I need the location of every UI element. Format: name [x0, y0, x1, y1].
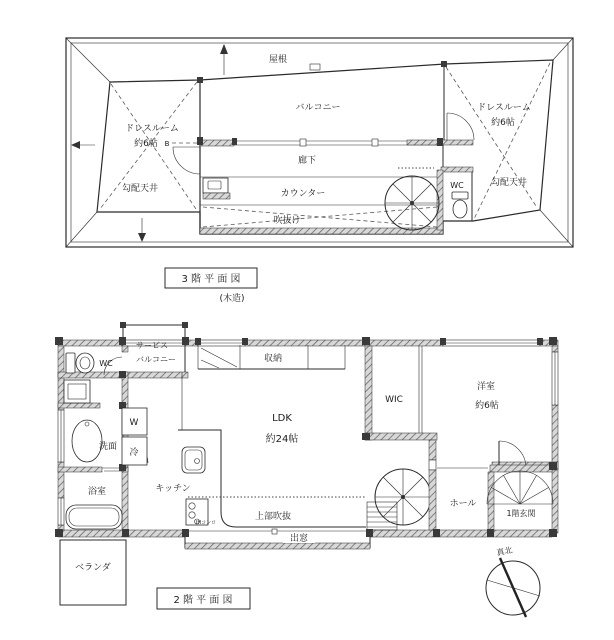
toilet-icon-3f — [452, 192, 468, 218]
void-label: 吹抜け — [273, 216, 301, 226]
washer-label: W — [129, 418, 139, 428]
wc-label-3f: WC — [450, 181, 464, 190]
dressroom-right-label: ドレスルーム — [477, 103, 531, 113]
vanity-sink-icon — [72, 420, 102, 462]
western-room-label: 洋室 — [476, 382, 496, 392]
dressroom-left-label: ドレスルーム — [125, 124, 179, 134]
entrance-label: 1階玄関 — [506, 509, 536, 518]
sloped-ceiling-right-label: 勾配天井 — [490, 178, 528, 188]
wc-room-2f — [66, 353, 113, 373]
compass-north-label: 真北 — [495, 545, 514, 558]
western-room — [475, 380, 558, 470]
wc-room-3f — [437, 167, 473, 230]
storage-label: 収納 — [263, 354, 283, 364]
ldk-wic-wall — [365, 346, 372, 440]
ldk-size-label: 約24帖 — [265, 434, 299, 445]
spiral-staircase-2f — [375, 469, 431, 525]
floor3-plan — [66, 38, 573, 304]
counter-label: カウンター — [280, 189, 326, 199]
roof-label: 屋根 — [268, 55, 288, 65]
floor2-title-block — [157, 588, 250, 609]
floor3-title-block — [165, 268, 257, 304]
floor3-subtitle: (木造) — [219, 294, 245, 304]
bay-window — [185, 529, 370, 549]
floor2-title: 2 階 平 面 図 — [173, 595, 233, 606]
toilet-icon-2f — [66, 353, 94, 373]
wic-label: WIC — [385, 395, 403, 405]
floor3-title: 3 階 平 面 図 — [181, 274, 241, 285]
hall — [437, 468, 488, 509]
dressroom-right-size: 約6帖 — [491, 118, 515, 128]
ldk-label: LDK — [272, 413, 292, 424]
kitchen — [155, 372, 366, 527]
closet-box — [64, 380, 90, 403]
sloped-ceiling-left-label: 勾配天井 — [121, 184, 159, 194]
upper-void — [188, 497, 366, 522]
corridor-label: 廊下 — [297, 156, 317, 166]
ih-cooktop-label: IHコンロ — [195, 520, 217, 526]
staircase-2f — [367, 440, 436, 530]
kitchen-label: キッチン — [155, 484, 191, 494]
bay-window-label: 出窓 — [289, 534, 309, 544]
washroom — [72, 420, 117, 462]
veranda — [60, 540, 126, 605]
compass — [486, 545, 540, 617]
veranda-label: ベランダ — [75, 563, 111, 573]
hall-label: ホール — [449, 499, 477, 509]
wic-room — [365, 346, 437, 440]
upper-void-label: 上部吹抜 — [254, 512, 292, 522]
service-balcony-label-2: バルコニー — [136, 355, 176, 364]
counter-desk-icon — [203, 178, 230, 199]
ih-cooktop-icon — [186, 499, 216, 526]
washer-box — [122, 408, 147, 435]
bathroom-label: 浴室 — [87, 487, 107, 497]
kitchen-sink-icon — [182, 447, 205, 473]
washroom-label: 洗面 — [98, 442, 118, 452]
balcony-label: バルコニー — [295, 103, 341, 113]
bathtub-icon — [66, 505, 122, 529]
service-balcony — [120, 322, 188, 377]
fridge-label: 冷 — [129, 448, 139, 458]
western-room-size: 約6帖 — [475, 401, 499, 411]
floor2-plan — [55, 322, 558, 609]
section-mark-b: B — [164, 140, 170, 148]
entrance-1f — [487, 465, 553, 530]
storage-closet — [198, 345, 345, 369]
bathroom — [66, 485, 122, 529]
service-balcony-label-1: サービス — [136, 341, 168, 350]
wc-label-2f: WC — [99, 359, 113, 368]
dressroom-left-size: 約6帖 — [134, 139, 158, 149]
fridge-box — [122, 437, 147, 465]
